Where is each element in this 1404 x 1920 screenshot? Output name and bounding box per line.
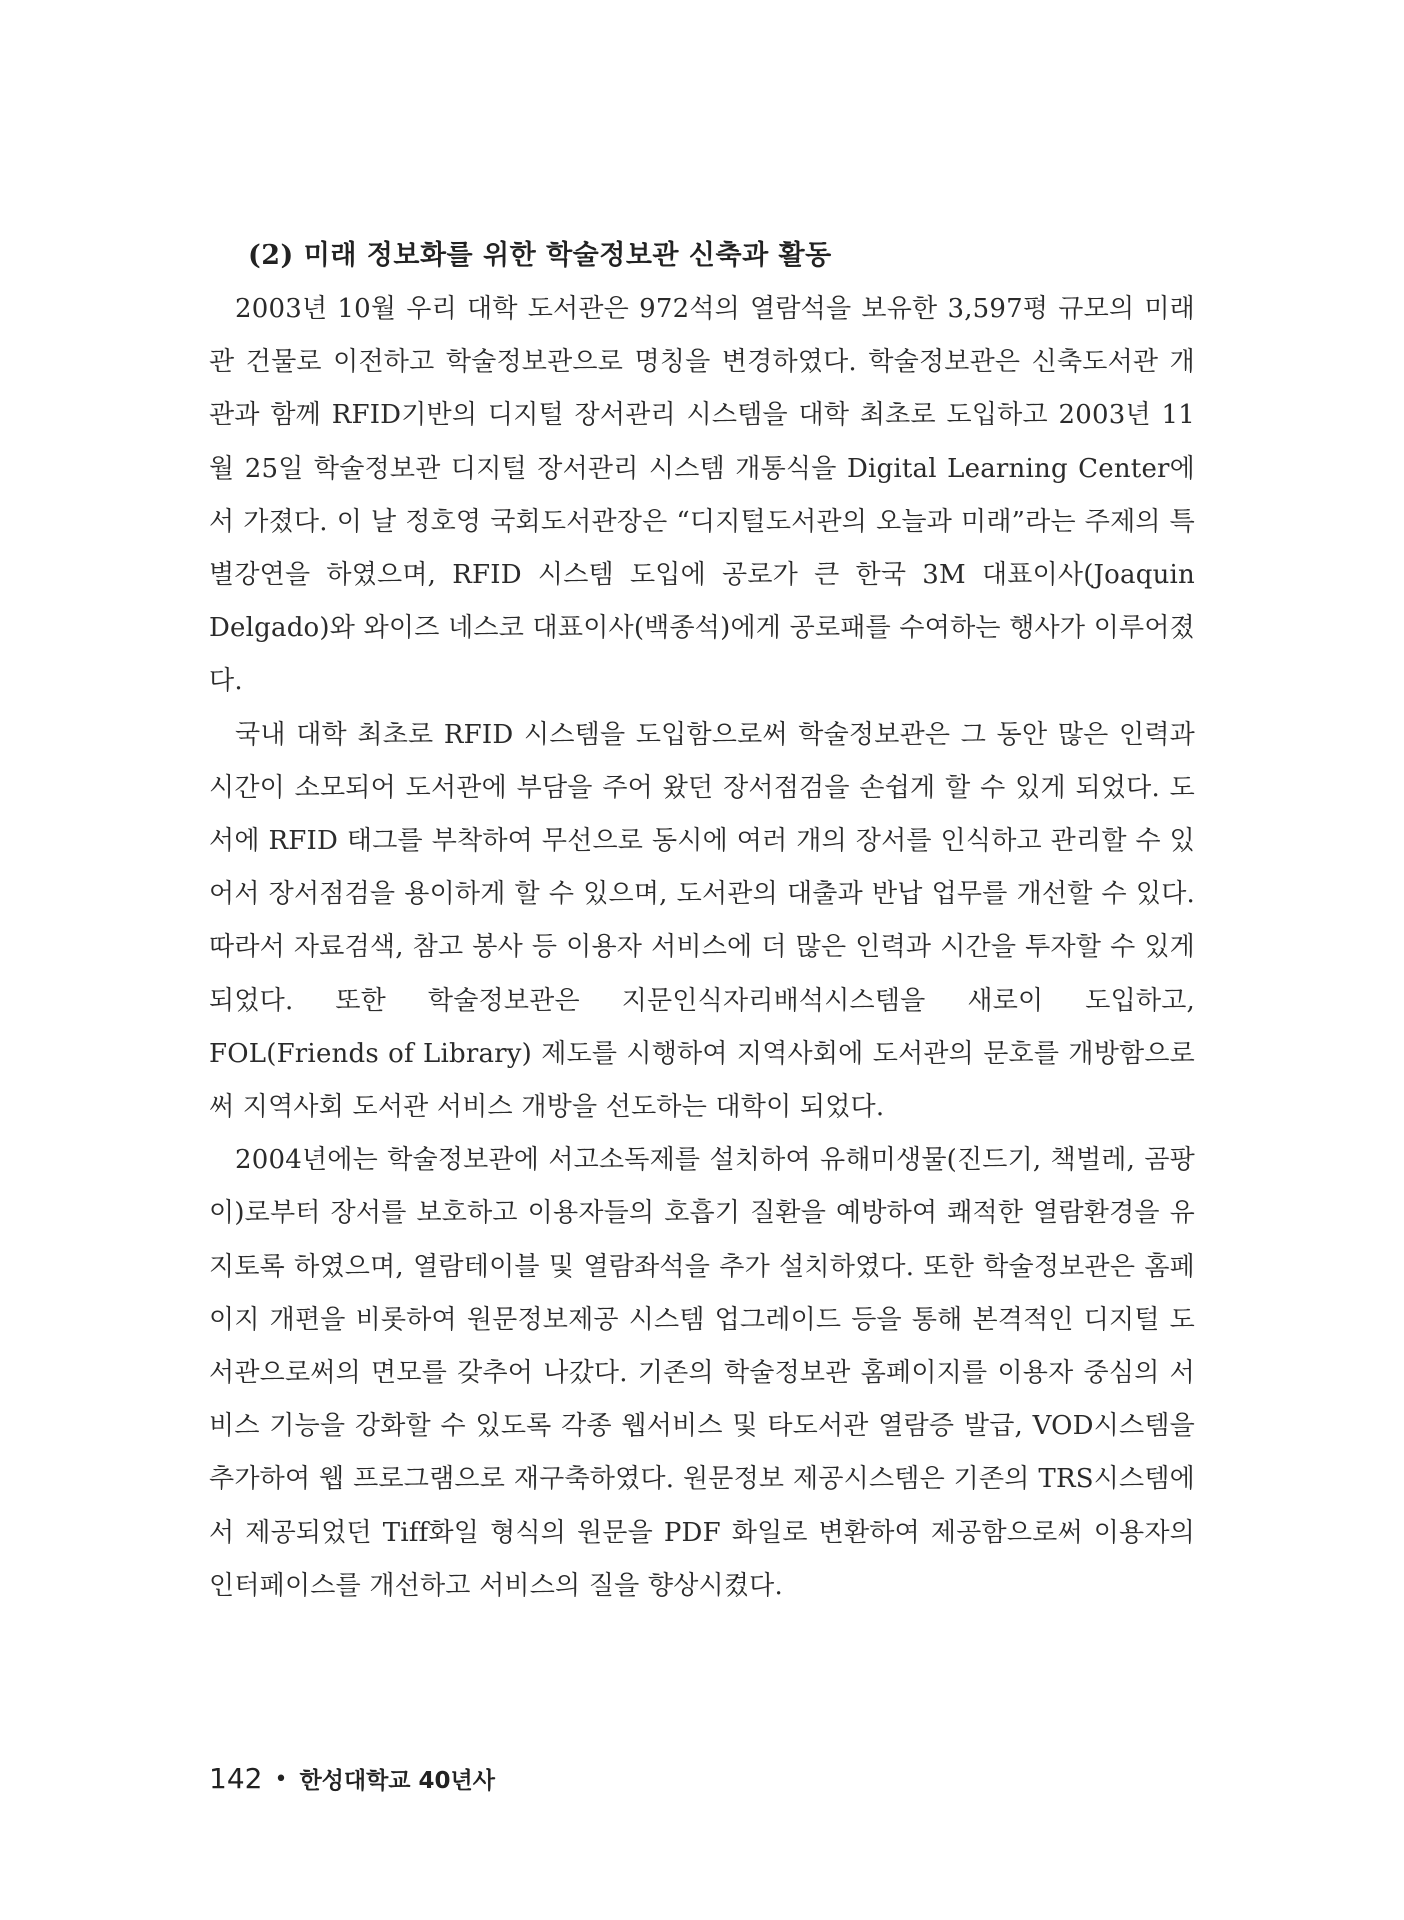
page-footer [209, 1762, 495, 1795]
page-number: 142 [209, 1762, 263, 1795]
paragraph-rfid-opening: 2003년 10월 우리 대학 도서관은 972석의 열람석을 보유한 3,597평 규모의 미래관 건물로 이전하고 학술정보관으로 명칭을 변경하였다. 학술정보관은 신축도서관 개관과 함께 RFID기반의 디지털 장서관리 시스템을 대학 최초로 도입하고 2003년 11월 25일 학술정보관 디지털 장서관리 시스템 개통식을 Digital Learning Center에서 가졌다. 이 날 정호영 국회도서관장은 “디지털도서관의 오늘과 미래”라는 주제의 특별강연을 하였으며, RFID 시스템 도입에 공로가 큰 한국 3M 대표이사(Joaquin Delgado)와 와이즈 네스코 대표이사(백종석)에게 공로패를 수여하는 행사가 이루어졌다. [209, 294, 1195, 697]
paragraph-2004-improvements: 2004년에는 학술정보관에 서고소독제를 설치하여 유해미생물(진드기, 책벌레, 곰팡이)로부터 장서를 보호하고 이용자들의 호흡기 질환을 예방하여 쾌적한 열람환경을 유지토록 하였으며, 열람테이블 및 열람좌석을 추가 설치하였다. 또한 학술정보관은 홈페이지 개편을 비롯하여 원문정보제공 시스템 업그레이드 등을 통해 본격적인 디지털 도서관으로써의 면모를 갖추어 나갔다. 기존의 학술정보관 홈페이지를 이용자 중심의 서비스 기능을 강화할 수 있도록 각종 웹서비스 및 타도서관 열람증 발급, VOD시스템을 추가하여 웹 프로그램으로 재구축하였다. 원문정보 제공시스템은 기존의 TRS시스템에서 제공되었던 Tiff화일 형식의 원문을 PDF 화일로 변환하여 제공함으로써 이용자의 인터페이스를 개선하고 서비스의 질을 향상시켰다. [209, 1145, 1195, 1601]
footer-separator: • [274, 1767, 288, 1792]
paragraph-rfid-benefits: 국내 대학 최초로 RFID 시스템을 도입함으로써 학술정보관은 그 동안 많은 인력과 시간이 소모되어 도서관에 부담을 주어 왔던 장서점검을 손쉽게 할 수 있게 되었다. 도서에 RFID 태그를 부착하여 무선으로 동시에 여러 개의 장서를 인식하고 관리할 수 있어서 장서점검을 용이하게 할 수 있으며, 도서관의 대출과 반납 업무를 개선할 수 있다. 따라서 자료검색, 참고 봉사 등 이용자 서비스에 더 많은 인력과 시간을 투자할 수 있게 되었다. 또한 학술정보관은 지문인식자리배석시스템을 새로이 도입하고, FOL(Friends of Library) 제도를 시행하여 지역사회에 도서관의 문호를 개방함으로써 지역사회 도서관 서비스 개방을 선도하는 대학이 되었다. [209, 719, 1195, 1123]
body-text [209, 283, 1195, 1613]
book-title: 한성대학교 40년사 [299, 1768, 495, 1794]
section-heading: (2) 미래 정보화를 위한 학술정보관 신축과 활동 [248, 240, 832, 271]
